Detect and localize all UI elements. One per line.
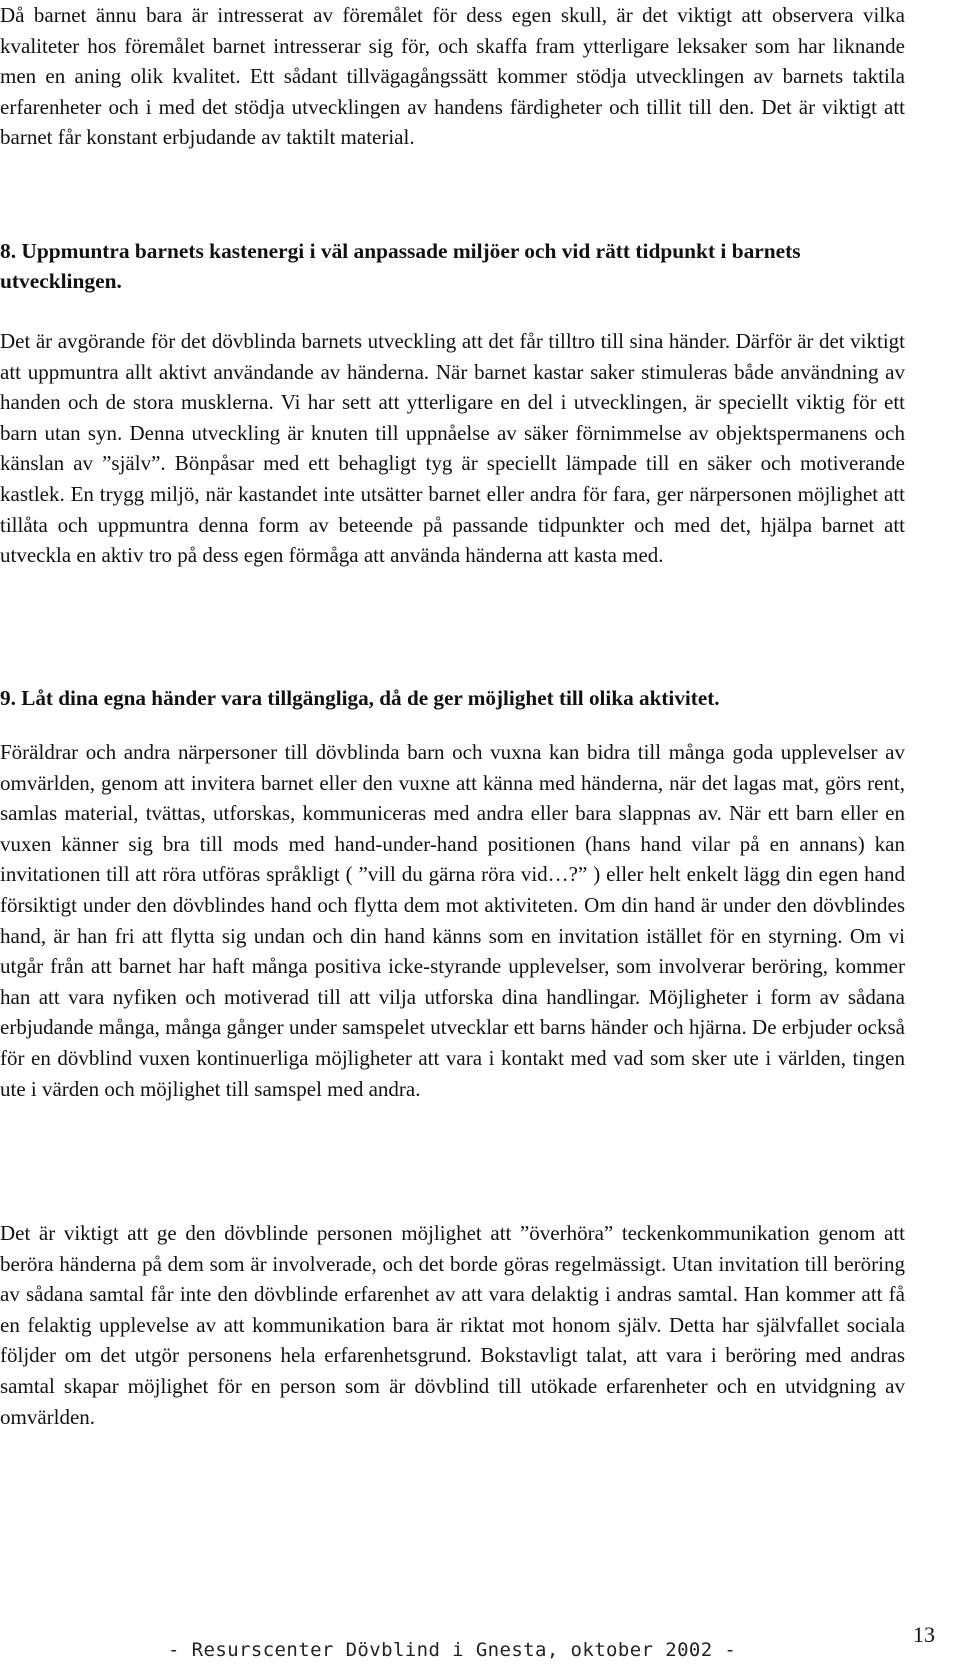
intro-paragraph: Då barnet ännu bara är intresserat av föremålet för dess egen skull, är det viktigt att observera vilka kvaliteter hos föremålet barnet intresserar sig för, och skaffa fram ytterligare leksaker som har liknande men en aning olik kvalitet. Ett sådant tillvägagångssätt kommer stödja utvecklingen av barnets taktila erfarenheter och i med det stödja utvecklingen av handens färdigheter och tillit till den. Det är viktigt att barnet får konstant erbjudande av taktilt material.	[0, 3, 905, 150]
section-9-heading: 9. Låt dina egna händer vara tillgängliga, då de ger möjlighet till olika aktivitet.	[0, 686, 720, 710]
section-9-paragraph-1: Föräldrar och andra närpersoner till dövblinda barn och vuxna kan bidra till många goda upplevelser av omvärlden, genom att invitera barnet eller den vuxne att känna med händerna, när det lagas mat, görs rent, samlas material, tvättas, utforskas, kommuniceras med andra eller bara slappnas av. När ett barn eller en vuxen känner sig bra till mods med hand-under-hand positionen (hans hand vilar på en annans) kan invitationen till att röra utföras språkligt ( ”vill du gärna röra vid…?” ) eller helt enkelt lägg din egen hand försiktigt under den dövblindes hand och flytta dem mot aktiviteten. Om din hand är under den dövblindes hand, är han fri att flytta sig undan och din hand känns som en invitation istället för en styrning. Om vi utgår från att barnet har haft många positiva icke-styrande upplevelser, som involverar beröring, kommer han att vara nyfiken och motiverad till att vilja utforska dina handlingar. Möjligheter i form av sådana erbjudande många, många gånger under samspelet utvecklar ett barns händer och hjärna. De erbjuder också för en dövblind vuxen kontinuerliga möjligheter att vara i kontakt med vad som sker ute i världen, tingen ute i värden och möjlighet till samspel med andra.	[0, 740, 905, 1101]
section-9-paragraph-2: Det är viktigt att ge den dövblinde personen möjlighet att ”överhöra” teckenkommunikation genom att beröra händerna på dem som är involverade, och det borde göras regelmässigt. Utan invitation till beröring av sådana samtal får inte den dövblinde erfarenhet av att vara delaktig i andras samtal. Han kommer att få en felaktig upplevelse av att kommunikation bara är riktat mot honom själv. Detta har självfallet sociala följder om det utgör personens hela erfarenhetsgrund. Bokstavligt talat, att vara i beröring med andras samtal skapar möjlighet för en person som är dövblind till utökade erfarenheter och en utvidgning av omvärlden.	[0, 1221, 905, 1429]
page-footer: - Resurscenter Dövblind i Gnesta, oktober 2002 -	[168, 1639, 737, 1661]
section-8-heading: 8. Uppmuntra barnets kastenergi i väl anpassade miljöer och vid rätt tidpunkt i barnets utvecklingen.	[0, 239, 801, 293]
section-8-paragraph: Det är avgörande för det dövblinda barnets utveckling att det får tilltro till sina händer. Därför är det viktigt att uppmuntra allt aktivt användande av händerna. När barnet kastar saker stimuleras både användning av handen och de stora musklerna. Vi har sett att ytterligare en del i utvecklingen, är speciellt viktig för ett barn utan syn. Denna utveckling är knuten till uppnåelse av säker förnimmelse av objektspermanens och känslan av ”själv”. Bönpåsar med ett behagligt tyg är speciellt lämpade till en säker och motiverande kastlek. En trygg miljö, när kastandet inte utsätter barnet eller andra för fara, ger närpersonen möjlighet att tillåta och uppmuntra denna form av beteende på passande tidpunkter och med det, hjälpa barnet att utveckla en aktiv tro på dess egen förmåga att använda händerna att kasta med.	[0, 329, 905, 568]
page-number: 13	[913, 1622, 935, 1647]
